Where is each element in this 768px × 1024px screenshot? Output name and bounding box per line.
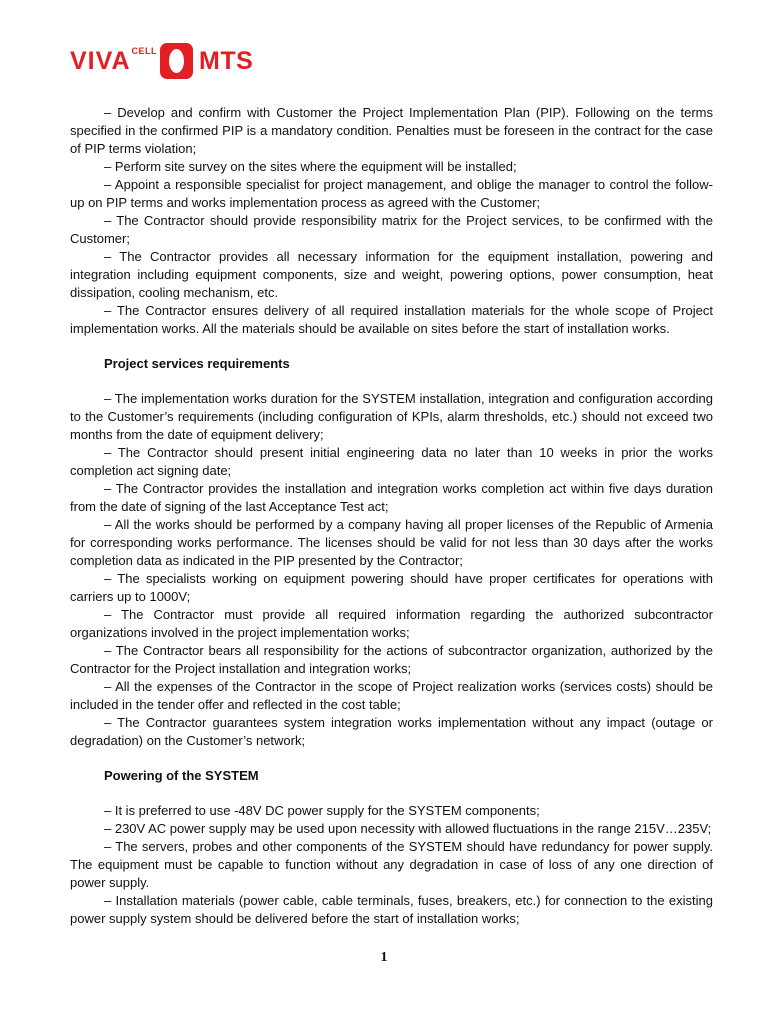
list-item: – All the expenses of the Contractor in the scope of Project realization works (services costs) should be included in the tender offer and reflected in the cost table; <box>70 679 713 712</box>
list-item: – Develop and confirm with Customer the Project Implementation Plan (PIP). Following on the terms specified in the confirmed PIP is a mandatory condition. Penalties must be foreseen in the contract for the case of PIP terms violation; <box>70 105 713 156</box>
list-item: – The Contractor must provide all required information regarding the authorized subcontractor organizations involved in the project implementation works; <box>70 607 713 640</box>
logo-cell-text: CELL <box>131 46 157 56</box>
list-item: – Appoint a responsible specialist for project management, and oblige the manager to control the follow-up on PIP terms and works implementation process as agreed with the Customer; <box>70 177 713 210</box>
list-item: – The Contractor should provide responsibility matrix for the Project services, to be confirmed with the Customer; <box>70 213 713 246</box>
vivacell-mts-logo <box>70 42 253 80</box>
list-item: – Installation materials (power cable, cable terminals, fuses, breakers, etc.) for connection to the existing power supply system should be delivered before the start of installation works; <box>70 893 713 926</box>
list-item: – The Contractor provides the installation and integration works completion act within five days duration from the date of signing of the last Acceptance Test act; <box>70 481 713 514</box>
list-item: – Perform site survey on the sites where the equipment will be installed; <box>104 159 517 174</box>
list-item: – The Contractor ensures delivery of all required installation materials for the whole scope of Project implementation works. All the materials should be available on sites before the start of installation works. <box>70 303 713 336</box>
list-item: – The implementation works duration for the SYSTEM installation, integration and configuration according to the Customer’s requirements (including configuration of KPIs, alarm thresholds, etc.) should not exceed two months from the date of equipment delivery; <box>70 391 713 442</box>
list-item: – The Contractor guarantees system integration works implementation without any impact (outage or degradation) on the Customer’s network; <box>70 715 713 748</box>
list-item: – All the works should be performed by a company having all proper licenses of the Republic of Armenia for corresponding works performance. The licenses should be valid for not less than 30 days after the works completion data as indicated in the PIP presented by the Contractor; <box>70 517 713 568</box>
list-item: – 230V AC power supply may be used upon necessity with allowed fluctuations in the range 215V…235V; <box>104 821 712 836</box>
logo-viva-text: VIVA <box>70 46 131 75</box>
list-item: – The servers, probes and other components of the SYSTEM should have redundancy for power supply. The equipment must be capable to function without any degradation in case of loss of any one direction of power supply. <box>70 839 713 890</box>
list-item: – It is preferred to use -48V DC power supply for the SYSTEM components; <box>104 803 540 818</box>
list-item: – The Contractor provides all necessary information for the equipment installation, powering and integration including equipment components, size and weight, powering options, power consumption, heat dissipation, cooling mechanism, etc. <box>70 249 713 300</box>
section-heading-project-services: Project services requirements <box>104 356 290 371</box>
list-item: – The Contractor bears all responsibility for the actions of subcontractor organization, authorized by the Contractor for the Project installation and integration works; <box>70 643 713 676</box>
section-heading-powering: Powering of the SYSTEM <box>104 768 259 783</box>
document-body <box>70 104 713 928</box>
logo-emblem-icon <box>160 43 193 79</box>
list-item: – The specialists working on equipment powering should have proper certificates for operations with carriers up to 1000V; <box>70 571 713 604</box>
page-number: 1 <box>380 950 388 965</box>
list-item: – The Contractor should present initial engineering data no later than 10 weeks in prior the works completion act signing date; <box>70 445 713 478</box>
logo-mts-text: MTS <box>199 46 254 75</box>
